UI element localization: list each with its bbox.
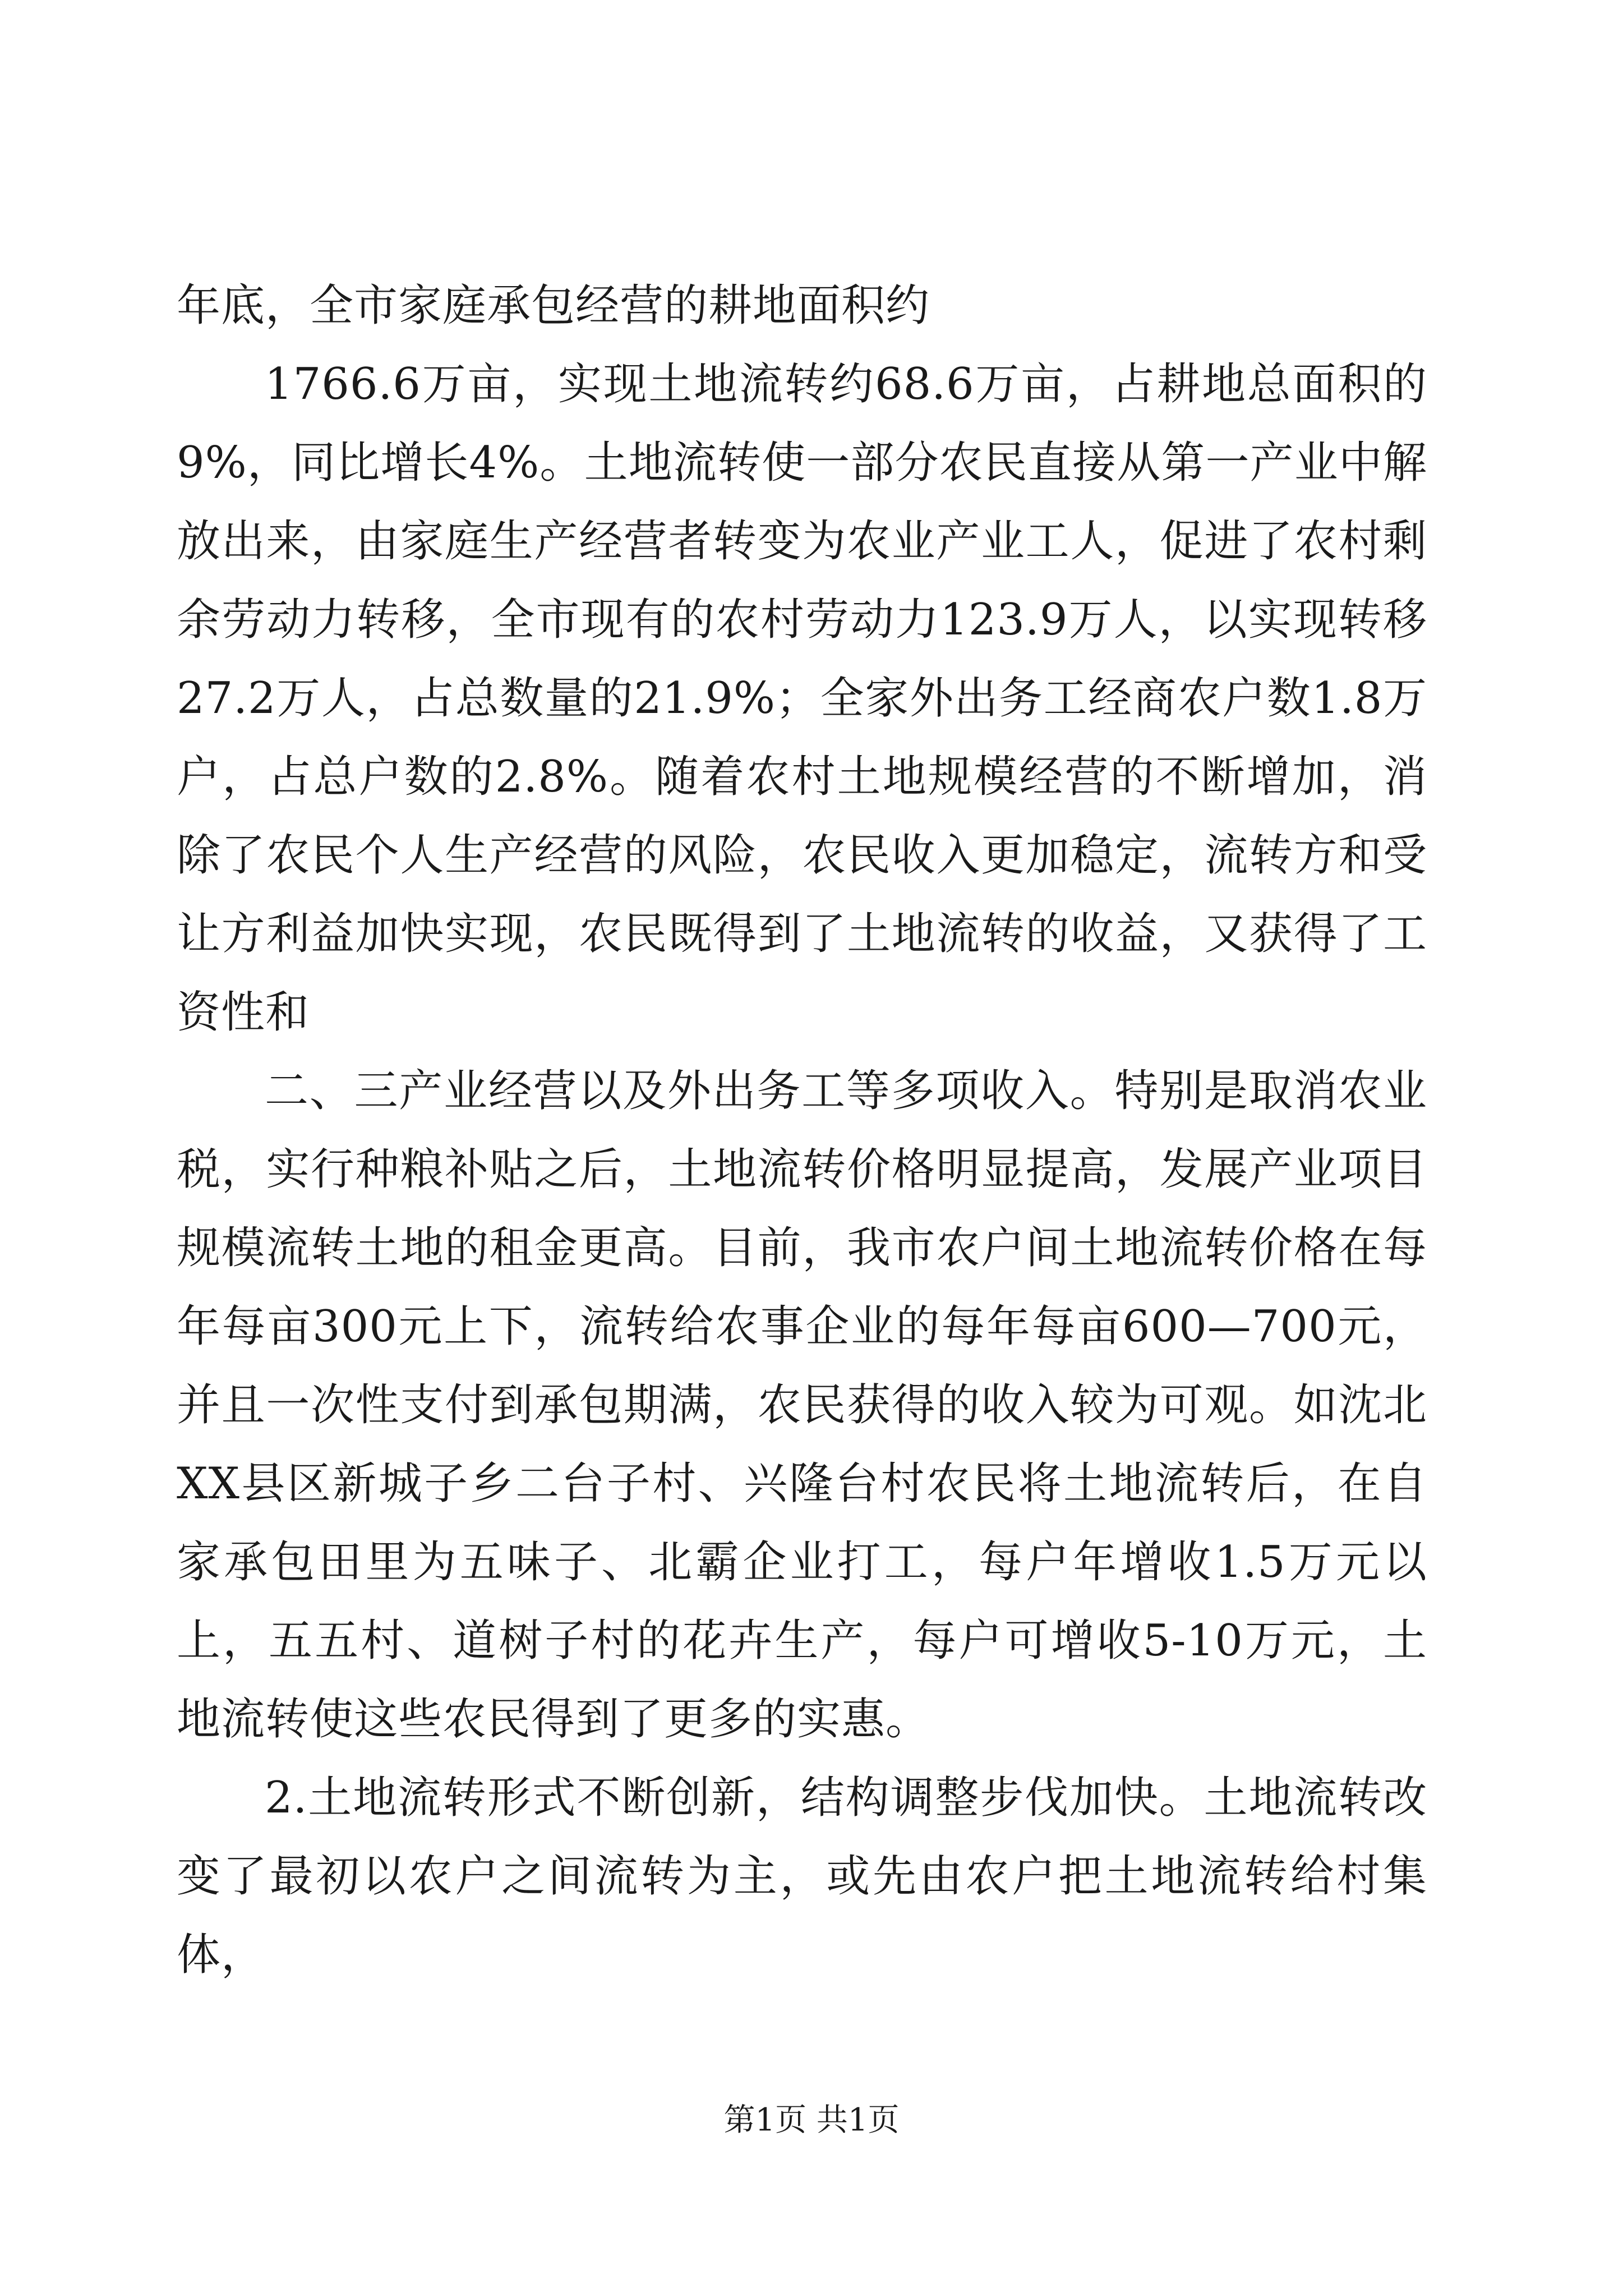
page-footer: 第1页 共1页	[723, 2102, 900, 2138]
paragraph-3: 二、三产业经营以及外出务工等多项收入。特别是取消农业税，实行种粮补贴之后，土地流转价格明显提高，发展产业项目规模流转土地的租金更高。目前，我市农户间土地流转价格在每年每亩300元上下，流转给农事企业的每年每亩600—700元，并且一次性支付到承包期满，农民获得的收入较为可观。如沈北XX县区新城子乡二台子村、兴隆台村农民将土地流转后，在自家承包田里为五味子、北霸企业打工，每户年增收1.5万元以上，五五村、道树子村的花卉生产，每户可增收5-10万元，土地流转使这些农民得到了更多的实惠。	[177, 1066, 1427, 1745]
paragraph-4: 2.土地流转形式不断创新，结构调整步伐加快。土地流转改变了最初以农户之间流转为主，或先由农户把土地流转给村集体，	[177, 1773, 1427, 1980]
document-body	[177, 266, 1427, 1994]
paragraph-1: 年底，全市家庭承包经营的耕地面积约	[177, 280, 930, 331]
paragraph-2: 1766.6万亩，实现土地流转约68.6万亩，占耕地总面积的9%，同比增长4%。土地流转使一部分农民直接从第一产业中解放出来，由家庭生产经营者转变为农业产业工人，促进了农村剩余劳动力转移，全市现有的农村劳动力123.9万人，以实现转移27.2万人，占总数量的21.9%；全家外出务工经商农户数1.8万户，占总户数的2.8%。随着农村土地规模经营的不断增加，消除了农民个人生产经营的风险，农民收入更加稳定，流转方和受让方利益加快实现，农民既得到了土地流转的收益，又获得了工资性和	[177, 359, 1427, 1038]
